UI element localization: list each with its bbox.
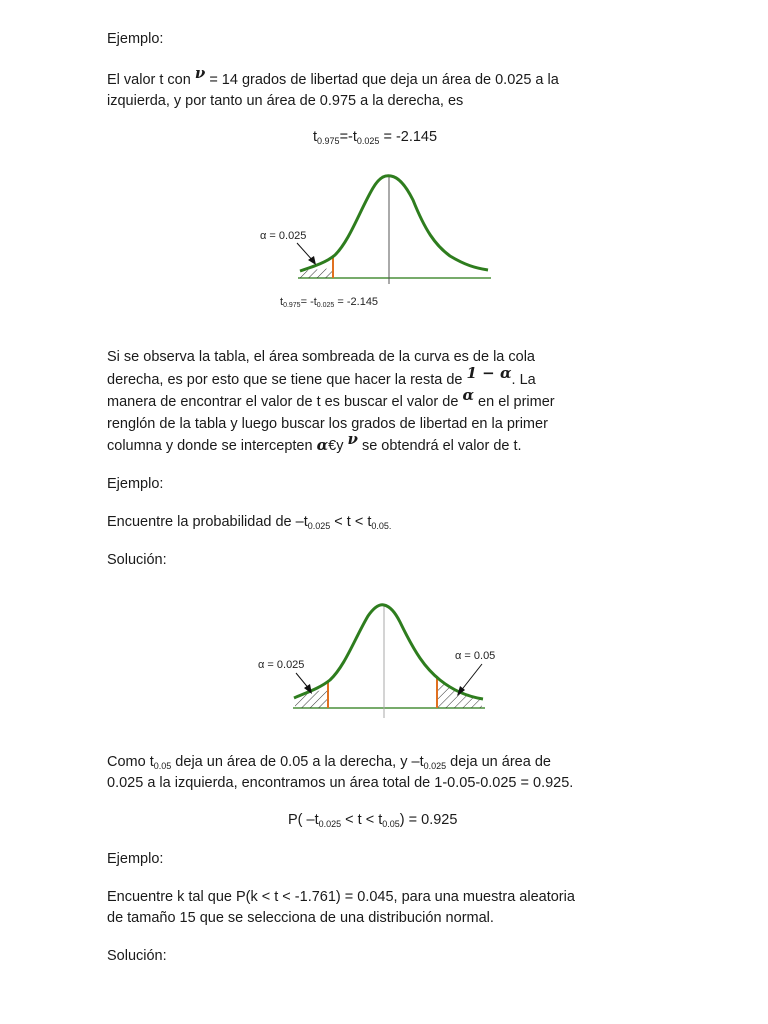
equation-probability: P( $-t_{0.025} < t < t_{0.05}) = 0.925$ <box>288 812 458 829</box>
nu-symbol: ν <box>194 64 206 82</box>
paragraph-probability: Encuentre la probabilidad de $-t_{0.025} < t < t_{0.05.}$ <box>107 514 392 531</box>
alpha-symbol: α <box>462 386 474 404</box>
paragraph-explanation <box>107 347 667 458</box>
bottom-label: t0.975= -t0.025 = -2.145 <box>280 296 379 309</box>
alpha-symbol: α <box>316 436 329 454</box>
nu-symbol: ν <box>347 430 358 448</box>
text: en el primer <box>478 394 555 410</box>
text: derecha, es por esto que se tiene que hacer la resta de <box>107 371 463 388</box>
text: €y <box>328 438 344 454</box>
figure-left-tail-curve <box>255 170 505 315</box>
right-alpha-label: α = 0.05 <box>455 650 496 662</box>
text: El valor t con <box>107 72 191 88</box>
heading-ejemplo-2: Ejemplo: <box>107 476 164 492</box>
left-alpha-label: α = 0.025 <box>258 659 305 671</box>
text: = 14 grados de libertad que deja un área de 0.025 a la <box>209 72 559 88</box>
right-shaded-area <box>437 682 482 708</box>
text: se obtendrá el valor de t. <box>361 438 522 454</box>
alpha-label: α = 0.025 <box>260 230 307 242</box>
right-arrow-line <box>460 664 482 692</box>
one-minus-alpha-symbol: 1 − α <box>466 363 512 382</box>
text: . La <box>511 371 536 388</box>
text: manera de encontrar el valor de t es buscar el valor de <box>107 394 459 410</box>
paragraph-total-area: Como $t_{0.05}$ deja un área de 0.05 a la derecha, y $-t_{0.025}$ deja un área de 0.025 a la izquierda, encontramos un área total de 1-0.05-0.025 = 0.925. <box>107 754 574 791</box>
figure-two-tail-curve <box>250 598 500 723</box>
heading-solucion-2: Solución: <box>107 948 167 964</box>
text: columna y donde se intercepten <box>107 438 313 454</box>
heading-ejemplo-3: Ejemplo: <box>107 851 164 867</box>
text: renglón de la tabla y luego buscar los grados de libertad en la primer <box>107 415 548 432</box>
text: izquierda, y por tanto un área de 0.975 a la derecha, es <box>107 93 464 109</box>
heading-ejemplo-1: Ejemplo: <box>107 31 164 47</box>
equation-t-value: $t_{0.975}=-t_{0.025} = -2.145$ <box>313 129 438 146</box>
paragraph-find-k: Encuentre k tal que P(k < t < -1.761) = 0.045, para una muestra aleatoria de tamaño 15 que se selecciona de una distribución normal. <box>107 889 575 926</box>
paragraph-intro <box>107 64 667 112</box>
t-distribution-curve <box>300 176 488 271</box>
heading-solucion-1: Solución: <box>107 552 167 568</box>
text: Si se observa la tabla, el área sombreada de la curva es de la cola <box>107 349 535 365</box>
